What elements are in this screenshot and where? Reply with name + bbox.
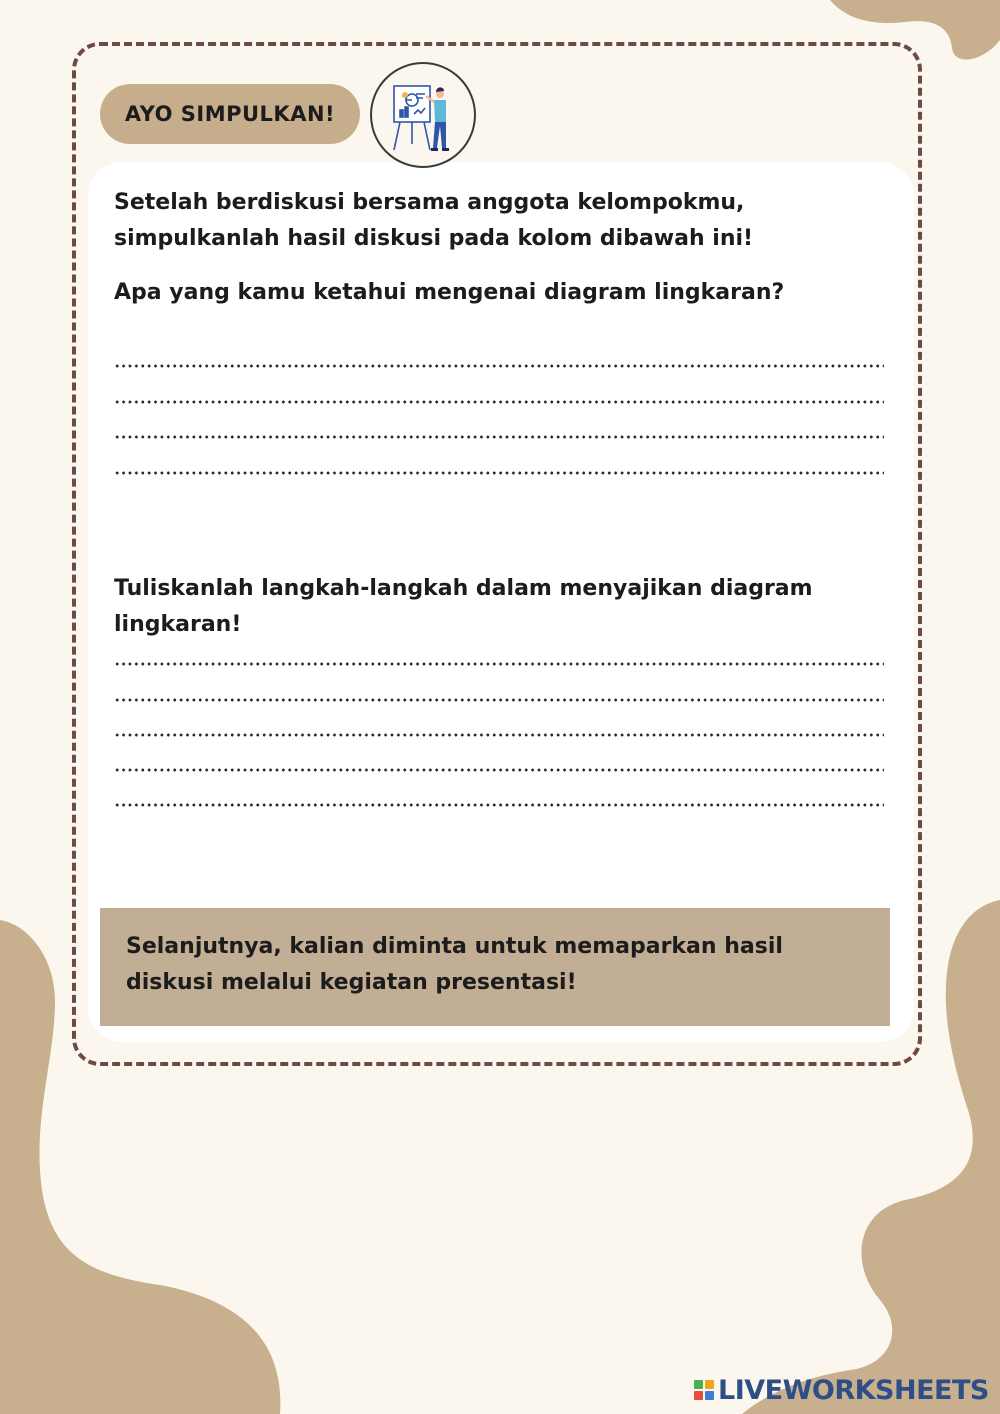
presentation-board-icon (370, 62, 476, 168)
section-title: AYO SIMPULKAN! (100, 84, 360, 144)
liveworksheets-logo (694, 1372, 989, 1408)
note-box (100, 908, 890, 1026)
logo-mark-icon (694, 1380, 714, 1400)
answer-line[interactable] (114, 803, 884, 807)
answer-line[interactable] (114, 733, 884, 737)
answer-line[interactable] (114, 698, 884, 702)
question-2-text: Tuliskanlah langkah-langkah dalam menyajikan diagram lingkaran! (114, 576, 813, 637)
answer-line[interactable] (114, 364, 884, 368)
brand-name: LIVEWORKSHEETS (718, 1374, 989, 1406)
answer-line[interactable] (114, 768, 884, 772)
answer-line[interactable] (114, 400, 884, 404)
answer-line[interactable] (114, 471, 884, 475)
answer-line[interactable] (114, 662, 884, 666)
instructions-text: Setelah berdiskusi bersama anggota kelompokmu, simpulkanlah hasil diskusi pada kolom dibawah ini! (114, 190, 754, 251)
answer-line[interactable] (114, 435, 884, 439)
question-1-text: Apa yang kamu ketahui mengenai diagram lingkaran? (114, 280, 785, 305)
note-text: Selanjutnya, kalian diminta untuk memaparkan hasil diskusi melalui kegiatan presentasi! (126, 934, 783, 995)
